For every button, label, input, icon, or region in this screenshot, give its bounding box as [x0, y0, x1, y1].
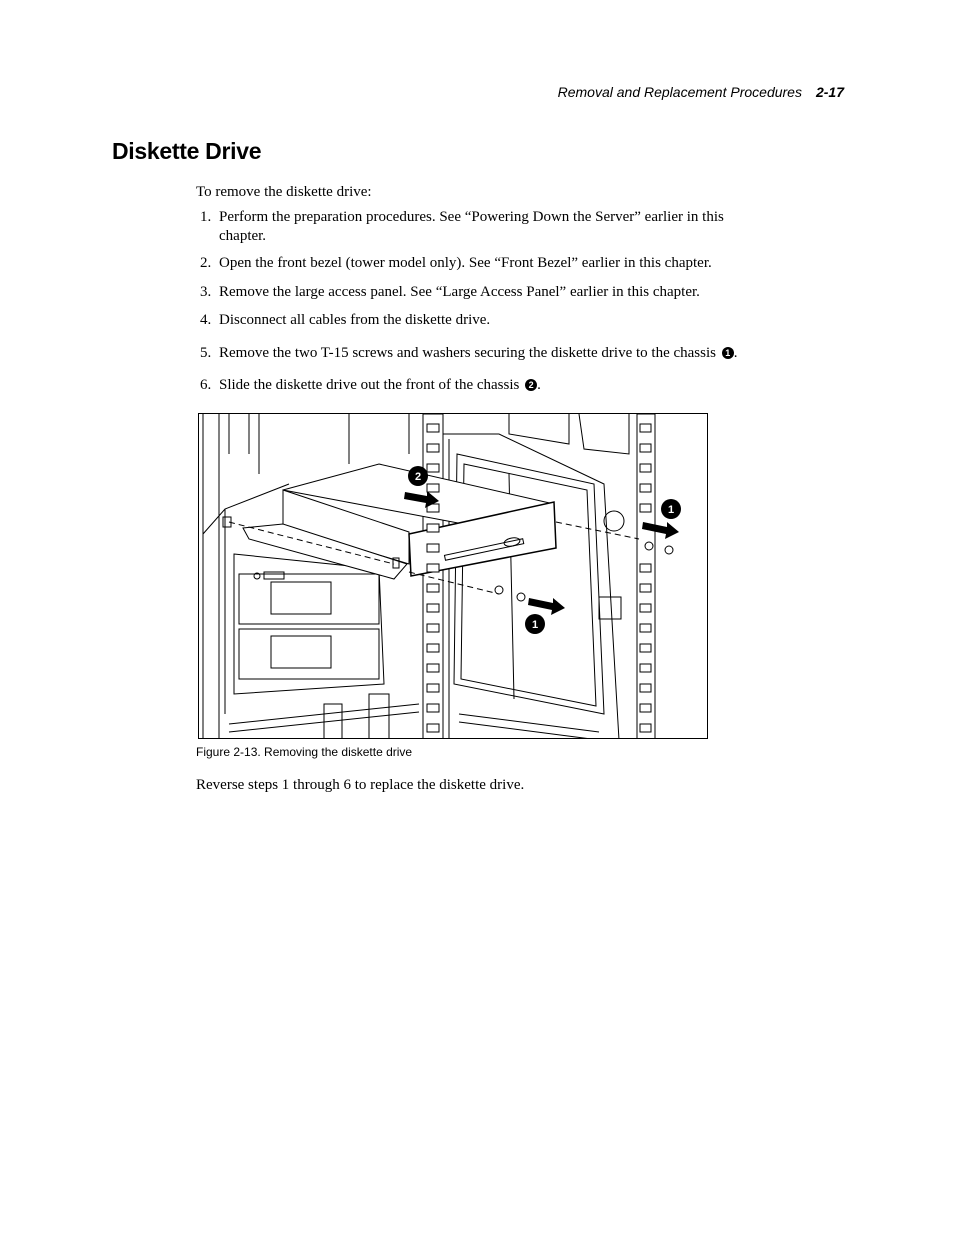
running-title: Removal and Replacement Procedures — [557, 84, 802, 100]
step-5 — [196, 344, 796, 363]
step-4 — [196, 311, 766, 330]
step-text: Remove the large access panel. See “Large Access Panel” earlier in this chapter. — [219, 284, 700, 300]
step-period: . — [733, 345, 738, 361]
step-text-continued: chapter. — [219, 228, 267, 244]
step-number: 1. — [200, 209, 212, 225]
arrow-right-icon — [642, 522, 679, 539]
step-text: Remove the two T-15 screws and washers securing the diskette drive to the chassis — [219, 345, 716, 361]
callout-1-lower: 1 — [531, 619, 539, 631]
running-header — [558, 84, 844, 100]
callout-marker: 1 — [722, 347, 734, 359]
step-text: Open the front bezel (tower model only). See “Front Bezel” earlier in this chapter. — [219, 255, 712, 271]
step-number: 3. — [200, 284, 212, 300]
step-number: 6. — [200, 377, 212, 393]
intro-text: To remove the diskette drive: — [196, 184, 372, 200]
callout-1-right: 1 — [667, 504, 675, 516]
section-title: Diskette Drive — [112, 138, 262, 164]
callout-marker: 2 — [525, 379, 537, 391]
step-6 — [196, 376, 766, 395]
figure-diskette-drive — [198, 413, 708, 739]
page-number: 2-17 — [815, 84, 844, 100]
step-period: . — [537, 377, 541, 393]
callout-2: 2 — [414, 471, 422, 483]
arrow-right-icon — [528, 598, 565, 615]
step-number: 2. — [200, 255, 212, 271]
step-text: Disconnect all cables from the diskette drive. — [219, 312, 491, 328]
step-2 — [196, 254, 766, 273]
closing-text: Reverse steps 1 through 6 to replace the diskette drive. — [196, 777, 525, 793]
step-1 — [196, 208, 766, 246]
diskette-removal-illustration — [199, 414, 708, 739]
step-number: 5. — [200, 345, 212, 361]
step-number: 4. — [200, 312, 212, 328]
step-text: Perform the preparation procedures. See “Powering Down the Server” earlier in this — [219, 209, 724, 225]
figure-caption: Figure 2-13. Removing the diskette drive — [196, 745, 413, 759]
step-3 — [196, 283, 766, 302]
step-text: Slide the diskette drive out the front of the chassis — [219, 377, 520, 393]
